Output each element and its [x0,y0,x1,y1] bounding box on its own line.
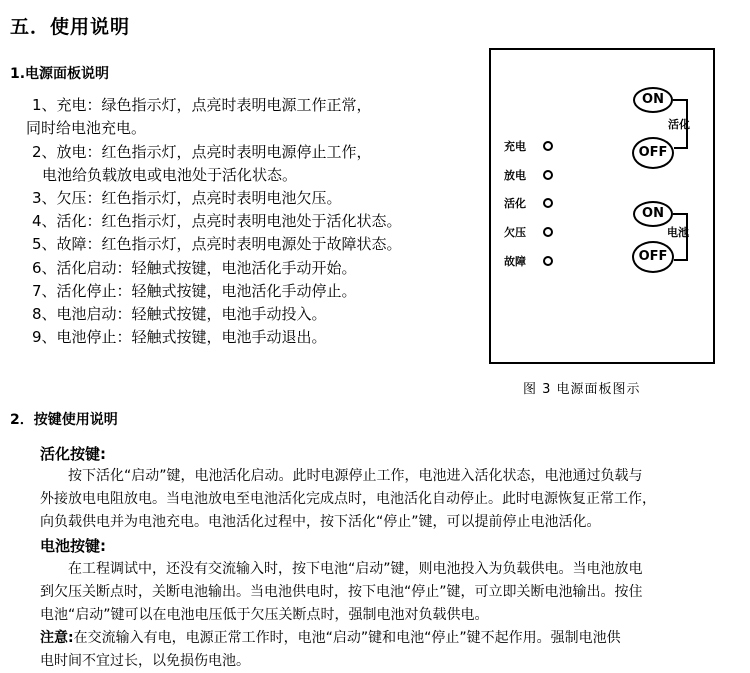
battery-off-button[interactable]: OFF [632,241,674,273]
indicator-label-activate: 活化 [504,197,526,210]
list-item: 电池给负载放电或电池处于活化状态。 [42,166,298,184]
indicator-label-fault: 故障 [504,255,526,268]
list-item: 2、放电：红色指示灯，点亮时表明电源停止工作， [32,143,372,161]
list-item: 4、活化：红色指示灯，点亮时表明电池处于活化状态。 [32,212,402,230]
activate-group-label: 活化 [668,118,690,131]
indicator-label-discharge: 放电 [504,169,526,182]
list-item: 9、电池停止：轻触式按键，电池手动退出。 [32,328,327,346]
activation-paragraph-line: 按下活化“启动”键，电池活化启动。此时电源停止工作，电池进入活化状态，电池通过负载与 [68,468,643,484]
activation-key-title: 活化按键: [40,445,106,463]
list-item: 3、欠压：红色指示灯，点亮时表明电池欠压。 [32,189,342,207]
activate-on-button[interactable]: ON [633,87,673,113]
battery-on-button[interactable]: ON [633,201,673,227]
activation-paragraph-line: 向负载供电并为电池充电。电池活化过程中，按下活化“停止”键，可以提前停止电池活化。 [40,514,601,530]
activate-off-button[interactable]: OFF [632,137,674,169]
battery-paragraph-line: 电池“启动”键可以在电池电压低于欠压关断点时，强制电池对负载供电。 [40,607,489,623]
battery-paragraph-line: 在工程调试中，还没有交流输入时，按下电池“启动”键，则电池投入为负载供电。当电池放电 [68,561,643,577]
indicator-label-undervoltage: 欠压 [504,226,526,239]
battery-paragraph-line: 到欠压关断点时，关断电池输出。当电池供电时，按下电池“停止”键，可立即关断电池输出。按住 [40,584,643,600]
battery-group-label: 电池 [667,226,689,239]
note-text: 在交流输入有电，电源正常工作时，电池“启动”键和电池“停止”键不起作用。强制电池供 [73,630,621,646]
power-panel-diagram [489,48,715,364]
figure-caption: 图 3 电源面板图示 [523,382,641,397]
note-label: 注意: [40,630,74,646]
page-heading: 五．使用说明 [10,16,131,38]
activation-paragraph-line: 外接放电电阻放电。当电池放电至电池活化完成点时，电池活化自动停止。此时电源恢复正常工作， [40,491,656,507]
battery-key-title: 电池按键: [40,537,106,555]
note-line: 电时间不宜过长，以免损伤电池。 [40,653,250,669]
list-item: 8、电池启动：轻触式按键，电池手动投入。 [32,305,327,323]
list-item: 7、活化停止：轻触式按键，电池活化手动停止。 [32,282,357,300]
section1-title: 1.电源面板说明 [10,66,110,82]
indicator-label-charge: 充电 [504,140,526,153]
activate-connector-lines [491,50,713,362]
note-line [40,627,621,650]
section2-title: 2．按键使用说明 [10,412,118,428]
list-item: 同时给电池充电。 [26,119,147,137]
list-item: 1、充电：绿色指示灯，点亮时表明电源工作正常， [32,96,372,114]
list-item: 6、活化启动：轻触式按键，电池活化手动开始。 [32,259,357,277]
list-item: 5、故障：红色指示灯，点亮时表明电源处于故障状态。 [32,235,402,253]
